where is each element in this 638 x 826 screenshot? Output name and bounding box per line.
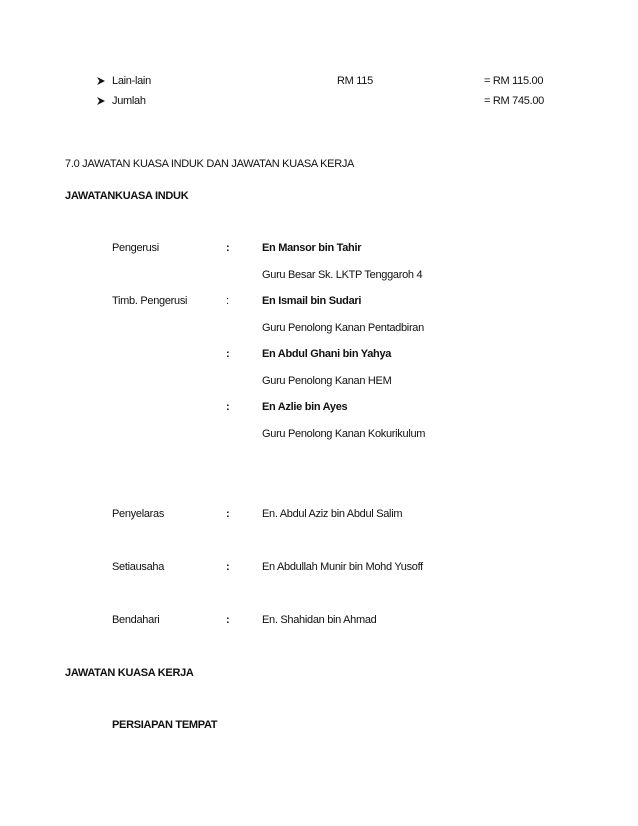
cost-total-jumlah: = RM 745.00 (484, 95, 544, 107)
persiapan-tempat-title: PERSIAPAN TEMPAT (112, 719, 218, 731)
section-heading: 7.0 JAWATAN KUASA INDUK DAN JAWATAN KUASA KERJA (65, 158, 355, 170)
position-timb-pengerusi-2: Guru Penolong Kanan HEM (262, 375, 392, 387)
arrow-bullet-icon (96, 76, 106, 86)
role-setiausaha: Setiausaha (112, 561, 165, 573)
name-timb-pengerusi-2: En Abdul Ghani bin Yahya (262, 348, 392, 360)
colon: : (226, 242, 230, 254)
role-timb-pengerusi: Timb. Pengerusi (112, 295, 188, 307)
name-timb-pengerusi-1: En Ismail bin Sudari (262, 295, 362, 307)
colon: : (226, 348, 230, 360)
colon: : (226, 508, 230, 520)
cost-total-lain-lain: = RM 115.00 (484, 75, 544, 87)
cost-amount-lain-lain: RM 115 (337, 75, 373, 87)
position-pengerusi: Guru Besar Sk. LKTP Tenggaroh 4 (262, 269, 423, 281)
colon: : (226, 401, 230, 413)
colon: : (226, 614, 230, 626)
cost-label-jumlah: Jumlah (112, 95, 146, 107)
role-pengerusi: Pengerusi (112, 242, 159, 254)
name-penyelaras: En. Abdul Aziz bin Abdul Salim (262, 508, 403, 520)
position-timb-pengerusi-3: Guru Penolong Kanan Kokurikulum (262, 428, 426, 440)
position-timb-pengerusi-1: Guru Penolong Kanan Pentadbiran (262, 322, 424, 334)
arrow-bullet-icon (96, 96, 106, 106)
name-pengerusi: En Mansor bin Tahir (262, 242, 362, 254)
colon: : (226, 295, 229, 307)
name-bendahari: En. Shahidan bin Ahmad (262, 614, 377, 626)
role-penyelaras: Penyelaras (112, 508, 165, 520)
name-timb-pengerusi-3: En Azlie bin Ayes (262, 401, 348, 413)
colon: : (226, 561, 230, 573)
kerja-title: JAWATAN KUASA KERJA (65, 667, 194, 679)
name-setiausaha: En Abdullah Munir bin Mohd Yusoff (262, 561, 423, 573)
induk-title: JAWATANKUASA INDUK (65, 190, 189, 202)
cost-label-lain-lain: Lain-lain (112, 75, 151, 87)
role-bendahari: Bendahari (112, 614, 160, 626)
